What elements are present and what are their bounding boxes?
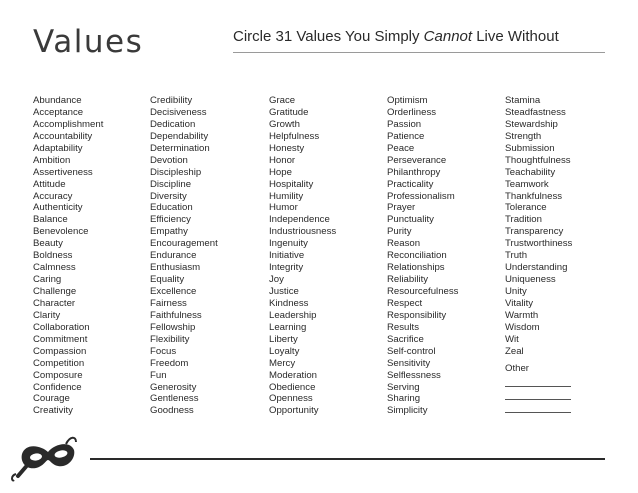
value-item: Equality (150, 274, 185, 286)
value-item: Trustworthiness (505, 238, 573, 250)
value-item: Thankfulness (505, 190, 563, 202)
value-item: Composure (33, 369, 83, 381)
value-item: Mercy (269, 357, 296, 369)
value-item: Enthusiasm (150, 262, 201, 274)
value-item: Reliability (387, 274, 429, 286)
value-item: Goodness (150, 405, 194, 417)
value-item: Moderation (269, 369, 317, 381)
value-item: Purity (387, 226, 412, 238)
value-item: Professionalism (387, 190, 455, 202)
value-item: Learning (269, 321, 307, 333)
value-item: Results (387, 321, 419, 333)
value-item: Assertiveness (33, 166, 93, 178)
value-item: Relationships (387, 262, 445, 274)
value-item: Responsibility (387, 309, 447, 321)
value-item: Competition (33, 357, 85, 369)
value-item: Initiative (269, 250, 305, 262)
value-item: Fun (150, 369, 167, 381)
value-item: Selflessness (387, 369, 441, 381)
value-item: Reason (387, 238, 421, 250)
value-item: Liberty (269, 333, 298, 345)
footer-divider (90, 458, 605, 460)
value-item: Optimism (387, 95, 428, 106)
value-item: Growth (269, 118, 300, 130)
value-item: Accuracy (33, 190, 73, 202)
value-item: Simplicity (387, 405, 428, 417)
value-item: Creativity (33, 405, 73, 417)
value-item: Helpfulness (269, 130, 320, 142)
value-item: Obedience (269, 381, 316, 393)
value-item: Prayer (387, 202, 416, 214)
title-divider (233, 52, 605, 53)
value-item: Hope (269, 166, 292, 178)
subtitle-emphasis: Cannot (423, 28, 473, 45)
value-item: Challenge (33, 286, 77, 297)
value-item: Uniqueness (505, 274, 556, 286)
value-item: Practicality (387, 178, 434, 190)
value-item: Generosity (150, 381, 197, 393)
value-item: Loyalty (269, 345, 300, 357)
value-item: Wit (505, 333, 519, 345)
value-item: Discipleship (150, 166, 202, 178)
value-item: Perseverance (387, 154, 447, 166)
value-item: Gentleness (150, 393, 199, 405)
value-item: Ingenuity (269, 238, 308, 250)
value-item: Stamina (505, 95, 541, 106)
value-item: Kindness (269, 297, 309, 309)
value-item: Empathy (150, 226, 188, 238)
value-item: Tolerance (505, 202, 547, 214)
value-item: Sharing (387, 393, 421, 405)
value-item: Tradition (505, 214, 542, 226)
value-item: Dependability (150, 130, 209, 142)
subtitle-lead: Circle 31 Values You Simply (233, 28, 424, 45)
value-item: Discipline (150, 178, 192, 190)
values-column-2 (150, 95, 218, 417)
value-item: Fellowship (150, 321, 196, 333)
value-item: Reconciliation (387, 250, 447, 262)
value-item: Honor (269, 154, 296, 166)
value-item: Humility (269, 190, 304, 202)
values-grid (33, 95, 623, 425)
value-item: Independence (269, 214, 330, 226)
value-item: Resourcefulness (387, 286, 459, 297)
value-item: Integrity (269, 262, 304, 274)
value-item: Wisdom (505, 321, 540, 333)
value-item: Collaboration (33, 321, 90, 333)
slide-subtitle (233, 28, 559, 45)
value-item: Beauty (33, 238, 63, 250)
values-column-3 (269, 95, 336, 417)
value-item: Accomplishment (33, 118, 104, 130)
value-item: Faithfulness (150, 309, 202, 321)
value-item: Devotion (150, 154, 188, 166)
value-item: Sacrifice (387, 333, 424, 345)
value-item: Respect (387, 297, 423, 309)
value-item: Strength (505, 130, 542, 142)
value-item: Determination (150, 142, 210, 154)
values-column-1 (33, 95, 103, 417)
value-item: Commitment (33, 333, 88, 345)
value-item: Benevolence (33, 226, 89, 238)
value-item: Punctuality (387, 214, 434, 226)
value-item: Authenticity (33, 202, 83, 214)
value-item: Self-control (387, 345, 436, 357)
value-item: Education (150, 202, 193, 214)
other-blank-line[interactable] (505, 388, 571, 400)
value-item: Thoughtfulness (505, 154, 571, 166)
value-item: Grace (269, 95, 296, 106)
value-item: Accountability (33, 130, 93, 142)
value-item: Endurance (150, 250, 197, 262)
value-item: Stewardship (505, 118, 558, 130)
value-item: Truth (505, 250, 528, 262)
value-item: Joy (269, 274, 284, 286)
value-item: Freedom (150, 357, 189, 369)
value-item: Justice (269, 286, 299, 297)
value-item: Teamwork (505, 178, 549, 190)
other-blank-line[interactable] (505, 375, 571, 387)
value-item: Teachability (505, 166, 556, 178)
value-item: Clarity (33, 309, 61, 321)
value-item: Hospitality (269, 178, 314, 190)
slide-title: Values (33, 24, 144, 60)
value-item: Honesty (269, 142, 305, 154)
value-item: Credibility (150, 95, 193, 106)
value-item: Patience (387, 130, 425, 142)
value-item: Excellence (150, 286, 197, 297)
value-item: Unity (505, 286, 527, 297)
value-item: Character (33, 297, 76, 309)
value-item: Focus (150, 345, 177, 357)
value-item: Balance (33, 214, 68, 226)
other-blank-line[interactable] (505, 401, 571, 413)
value-item: Orderliness (387, 106, 437, 118)
value-item: Encouragement (150, 238, 218, 250)
masquerade-mask-icon (8, 432, 78, 484)
value-item: Acceptance (33, 106, 84, 118)
value-item: Abundance (33, 95, 82, 106)
value-item: Compassion (33, 345, 87, 357)
value-item: Ambition (33, 154, 71, 166)
value-item: Humor (269, 202, 298, 214)
value-item: Attitude (33, 178, 66, 190)
value-item: Warmth (505, 309, 539, 321)
value-item: Opportunity (269, 405, 319, 417)
other-label: Other (505, 362, 529, 374)
value-item: Adaptability (33, 142, 83, 154)
value-item: Courage (33, 393, 70, 405)
values-column-4 (387, 95, 458, 417)
value-item: Sensitivity (387, 357, 431, 369)
value-item: Peace (387, 142, 415, 154)
value-item: Submission (505, 142, 555, 154)
value-item: Industriousness (269, 226, 337, 238)
value-item: Gratitude (269, 106, 309, 118)
value-item: Calmness (33, 262, 76, 274)
values-column-5 (505, 95, 572, 414)
value-item: Vitality (505, 297, 534, 309)
value-item: Leadership (269, 309, 317, 321)
value-item: Efficiency (150, 214, 191, 226)
value-item: Steadfastness (505, 106, 566, 118)
value-item: Philanthropy (387, 166, 441, 178)
value-item: Transparency (505, 226, 564, 238)
value-item: Passion (387, 118, 422, 130)
value-item: Understanding (505, 262, 568, 274)
value-item: Confidence (33, 381, 82, 393)
value-item: Decisiveness (150, 106, 207, 118)
subtitle-tail: Live Without (472, 28, 559, 45)
value-item: Openness (269, 393, 313, 405)
value-item: Flexibility (150, 333, 190, 345)
value-item: Diversity (150, 190, 187, 202)
value-item: Caring (33, 274, 62, 286)
value-item: Boldness (33, 250, 73, 262)
value-item: Dedication (150, 118, 196, 130)
value-item: Zeal (505, 345, 524, 357)
value-item: Fairness (150, 297, 187, 309)
value-item: Serving (387, 381, 420, 393)
